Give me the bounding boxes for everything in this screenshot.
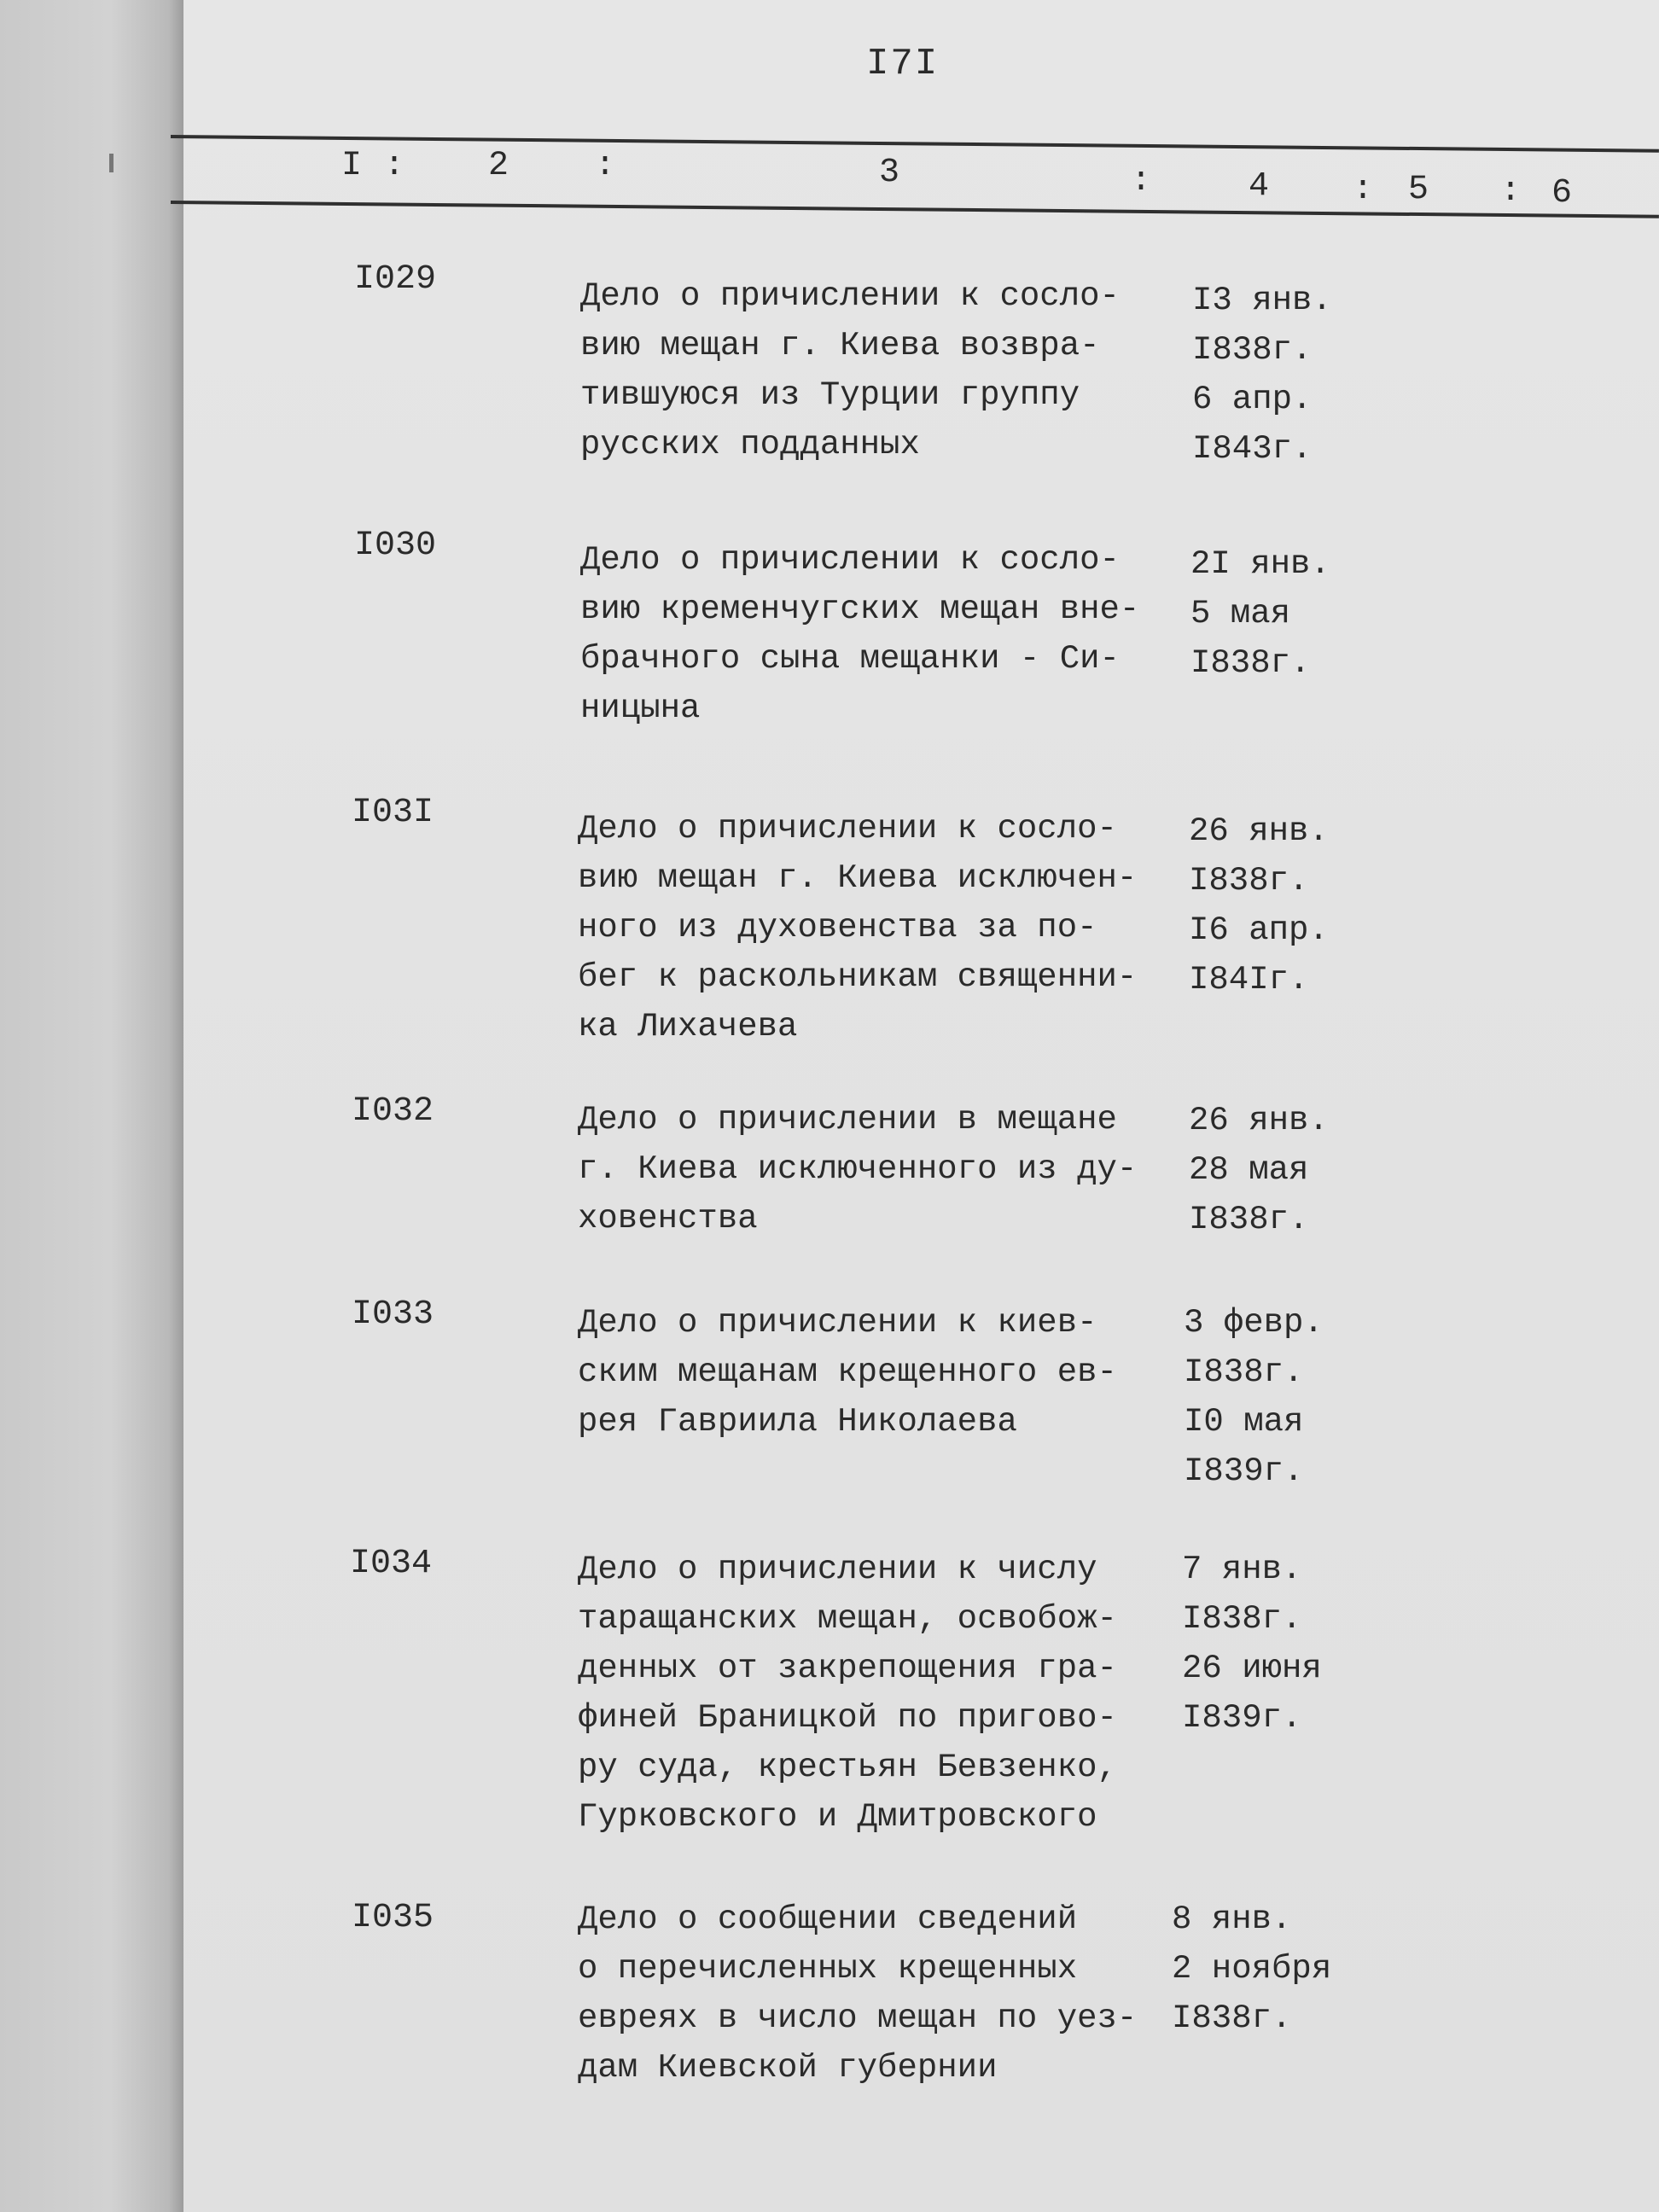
description-line: ного из духовенства за по- (578, 909, 1097, 946)
description-line: русских подданных (580, 426, 920, 463)
description-line: тившуюся из Турции группу (580, 376, 1080, 414)
date-line: 28 мая (1189, 1151, 1309, 1189)
description-line: денных от закрепощения гра- (578, 1650, 1117, 1687)
description-line: ру суда, крестьян Бевзенко, (578, 1749, 1117, 1786)
date-line: 6 апр. (1192, 381, 1313, 418)
date-line: I84Iг. (1189, 961, 1309, 998)
date-line: I843г. (1192, 430, 1313, 468)
description-line: финей Браницкой по пригово- (578, 1699, 1117, 1737)
description-line: Дело о причислении к сосло- (580, 277, 1120, 315)
column-header-separator: : (384, 147, 405, 185)
entry-number: I03I (352, 794, 434, 832)
entry-description (580, 535, 1178, 733)
entry-dates (1172, 1895, 1342, 2043)
entry-description (578, 1298, 1175, 1447)
entry-description (578, 1545, 1175, 1842)
description-line: ховенства (578, 1200, 758, 1237)
date-line: 8 янв. (1172, 1901, 1292, 1938)
description-line: Дело о причислении к сосло- (580, 541, 1120, 579)
entry-description (578, 1095, 1175, 1243)
page-number: I7I (866, 43, 940, 85)
entry-description (578, 1895, 1175, 2093)
date-line: 2 ноября (1172, 1950, 1332, 1988)
entry-number: I035 (352, 1899, 434, 1937)
description-line: Дело о причислении к сосло- (578, 810, 1117, 847)
date-line: I838г. (1189, 862, 1309, 899)
entry-number: I030 (354, 527, 437, 565)
entry-number: I029 (354, 260, 437, 299)
column-header-separator: : (1353, 171, 1374, 209)
date-line: I839г. (1182, 1699, 1302, 1737)
description-line: г. Киева исключенного из ду- (578, 1150, 1138, 1188)
date-line: 26 июня (1182, 1650, 1322, 1687)
date-line: I839г. (1184, 1452, 1304, 1490)
description-line: ка Лихачева (578, 1008, 798, 1045)
entry-number: I032 (352, 1092, 434, 1131)
description-line: Дело о сообщении сведений (578, 1901, 1078, 1938)
description-line: рея Гавриила Николаева (578, 1403, 1017, 1441)
book-binding-shadow (0, 0, 183, 2212)
description-line: евреях в число мещан по уез- (578, 2000, 1138, 2037)
date-line: 2I янв. (1190, 545, 1330, 583)
column-header-separator: : (595, 147, 616, 185)
date-line: I838г. (1182, 1600, 1302, 1638)
description-line: о перечисленных крещенных (578, 1950, 1078, 1988)
entry-dates (1189, 806, 1359, 1004)
description-line: Дело о причислении к числу (578, 1551, 1097, 1588)
date-line: 26 янв. (1189, 1102, 1329, 1139)
column-header-4: 4 (1249, 167, 1270, 206)
description-line: брачного сына мещанки - Си- (580, 640, 1120, 678)
date-line: 5 мая (1190, 595, 1291, 632)
description-line: дам Киевской губернии (578, 2049, 998, 2087)
description-line: таращанских мещан, освобож- (578, 1600, 1117, 1638)
date-line: I6 апр. (1189, 911, 1329, 949)
column-header-5: 5 (1408, 171, 1429, 209)
date-line: I0 мая (1184, 1403, 1304, 1441)
entry-dates (1189, 1096, 1359, 1244)
description-line: ницына (580, 690, 701, 727)
date-line: I838г. (1184, 1353, 1304, 1391)
entry-description (578, 804, 1175, 1051)
date-line: I838г. (1172, 2000, 1292, 2037)
date-line: 3 февр. (1184, 1304, 1324, 1342)
date-line: 26 янв. (1189, 812, 1329, 850)
description-line: Дело о причислении в мещане (578, 1101, 1117, 1138)
description-line: Гурковского и Дмитровского (578, 1798, 1097, 1836)
description-line: вию кременчугских мещан вне- (580, 591, 1140, 628)
description-line: Дело о причислении к киев- (578, 1304, 1097, 1342)
entry-description (580, 271, 1178, 469)
entry-dates (1190, 539, 1361, 688)
column-header-separator: : (1131, 162, 1152, 201)
column-header-1: I (341, 147, 363, 185)
description-line: ским мещанам крещенного ев- (578, 1353, 1117, 1391)
date-line: I838г. (1190, 644, 1311, 682)
column-header-3: 3 (879, 154, 900, 192)
description-line: вию мещан г. Киева исключен- (578, 859, 1138, 897)
entry-dates (1184, 1298, 1354, 1496)
margin-mark (109, 154, 114, 172)
date-line: 7 янв. (1182, 1551, 1302, 1588)
date-line: I3 янв. (1192, 282, 1332, 319)
description-line: бег к раскольникам священни- (578, 958, 1138, 996)
entry-dates (1192, 276, 1363, 474)
entry-dates (1182, 1545, 1353, 1743)
date-line: I838г. (1189, 1201, 1309, 1238)
column-header-2: 2 (488, 147, 509, 185)
entry-number: I033 (352, 1295, 434, 1334)
description-line: вию мещан г. Киева возвра- (580, 327, 1100, 364)
date-line: I838г. (1192, 331, 1313, 369)
column-header-separator: : (1500, 172, 1522, 211)
entry-number: I034 (350, 1545, 433, 1583)
column-header-6: 6 (1551, 174, 1573, 212)
